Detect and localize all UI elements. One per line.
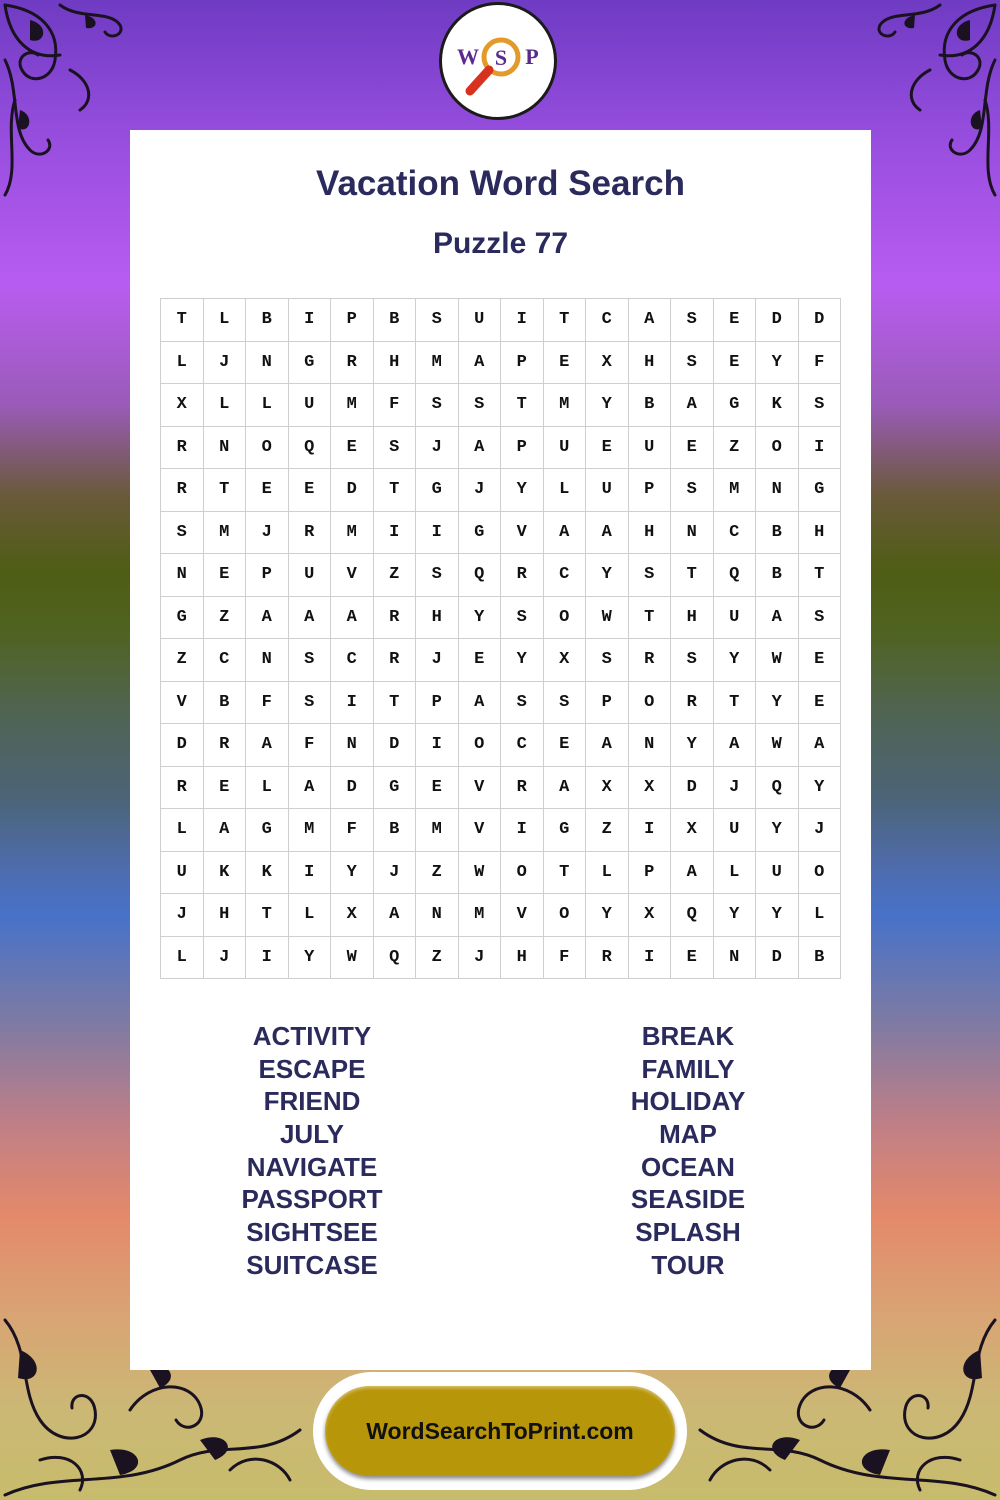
puzzle-number: Puzzle 77 xyxy=(432,227,569,260)
grid-cell[interactable]: F xyxy=(544,937,587,980)
grid-cell[interactable]: S xyxy=(671,342,714,385)
grid-cell[interactable]: N xyxy=(204,427,247,470)
grid-cell[interactable]: P xyxy=(501,427,544,470)
grid-cell[interactable]: E xyxy=(416,767,459,810)
grid-cell[interactable]: T xyxy=(544,852,587,895)
grid-cell[interactable]: X xyxy=(161,384,204,427)
corner-ornament-top-right xyxy=(870,0,1000,200)
word-list-right-column xyxy=(558,1020,818,1282)
grid-cell[interactable]: R xyxy=(289,512,332,555)
grid-cell[interactable]: N xyxy=(671,512,714,555)
grid-cell[interactable]: I xyxy=(416,512,459,555)
page-title: Vacation Word Search xyxy=(316,164,685,203)
grid-cell[interactable]: N xyxy=(714,937,757,980)
grid-cell[interactable]: T xyxy=(204,469,247,512)
grid-cell[interactable]: M xyxy=(544,384,587,427)
grid-cell[interactable]: T xyxy=(374,469,417,512)
grid-cell[interactable]: K xyxy=(246,852,289,895)
grid-cell[interactable]: J xyxy=(459,469,502,512)
grid-cell[interactable]: T xyxy=(501,384,544,427)
grid-cell[interactable]: U xyxy=(459,299,502,342)
grid-cell[interactable]: S xyxy=(671,639,714,682)
grid-cell[interactable]: D xyxy=(671,767,714,810)
grid-cell[interactable]: E xyxy=(671,937,714,980)
grid-cell[interactable]: E xyxy=(544,724,587,767)
grid-cell[interactable]: V xyxy=(459,767,502,810)
grid-cell[interactable]: Y xyxy=(586,384,629,427)
grid-cell[interactable]: L xyxy=(289,894,332,937)
grid-cell[interactable]: Y xyxy=(756,682,799,725)
grid-cell[interactable]: D xyxy=(161,724,204,767)
grid-cell[interactable]: S xyxy=(416,299,459,342)
grid-cell[interactable]: S xyxy=(416,384,459,427)
grid-cell[interactable]: A xyxy=(586,512,629,555)
grid-cell[interactable]: X xyxy=(586,342,629,385)
grid-cell[interactable]: H xyxy=(501,937,544,980)
grid-cell[interactable]: S xyxy=(671,469,714,512)
grid-cell[interactable]: Y xyxy=(756,809,799,852)
grid-cell[interactable]: L xyxy=(204,299,247,342)
word-list-item: JULY xyxy=(279,1119,345,1150)
grid-cell[interactable]: G xyxy=(459,512,502,555)
grid-cell[interactable]: Y xyxy=(586,554,629,597)
grid-cell[interactable]: O xyxy=(501,852,544,895)
word-list-item: BREAK xyxy=(641,1021,735,1051)
grid-cell[interactable]: Y xyxy=(756,894,799,937)
grid-cell[interactable]: Z xyxy=(204,597,247,640)
grid-cell[interactable]: S xyxy=(289,639,332,682)
grid-cell[interactable]: L xyxy=(161,342,204,385)
grid-cell[interactable]: A xyxy=(204,809,247,852)
grid-cell[interactable]: L xyxy=(799,894,842,937)
grid-cell[interactable]: V xyxy=(501,894,544,937)
grid-cell[interactable]: Y xyxy=(586,894,629,937)
grid-cell[interactable]: M xyxy=(714,469,757,512)
grid-cell[interactable]: A xyxy=(671,852,714,895)
grid-cell[interactable]: O xyxy=(629,682,672,725)
grid-cell[interactable]: Z xyxy=(374,554,417,597)
grid-cell[interactable]: T xyxy=(714,682,757,725)
grid-cell[interactable]: U xyxy=(544,427,587,470)
grid-cell[interactable]: P xyxy=(629,852,672,895)
grid-cell[interactable]: F xyxy=(289,724,332,767)
grid-cell[interactable]: N xyxy=(246,342,289,385)
grid-cell[interactable]: B xyxy=(629,384,672,427)
grid-cell[interactable]: S xyxy=(544,682,587,725)
grid-cell[interactable]: R xyxy=(501,554,544,597)
grid-cell[interactable]: G xyxy=(799,469,842,512)
word-list-item: ACTIVITY xyxy=(252,1021,372,1051)
grid-cell[interactable]: T xyxy=(374,682,417,725)
grid-cell[interactable]: Q xyxy=(289,427,332,470)
grid-cell[interactable]: J xyxy=(204,342,247,385)
grid-cell[interactable]: B xyxy=(756,554,799,597)
magnifier-icon xyxy=(446,9,550,113)
grid-cell[interactable]: A xyxy=(289,597,332,640)
grid-cell[interactable]: V xyxy=(161,682,204,725)
grid-cell[interactable]: E xyxy=(204,767,247,810)
grid-cell[interactable]: F xyxy=(799,342,842,385)
grid-cell[interactable]: R xyxy=(374,597,417,640)
grid-cell[interactable]: E xyxy=(671,427,714,470)
grid-cell[interactable]: X xyxy=(586,767,629,810)
grid-cell[interactable]: M xyxy=(416,809,459,852)
grid-cell[interactable]: M xyxy=(289,809,332,852)
grid-cell[interactable]: A xyxy=(671,384,714,427)
grid-cell[interactable]: I xyxy=(289,852,332,895)
grid-cell[interactable]: H xyxy=(799,512,842,555)
grid-cell[interactable]: S xyxy=(459,384,502,427)
grid-cell[interactable]: L xyxy=(586,852,629,895)
grid-cell[interactable]: E xyxy=(289,469,332,512)
grid-cell[interactable]: Z xyxy=(714,427,757,470)
site-link-text: WordSearchToPrint.com xyxy=(366,1417,634,1444)
grid-cell[interactable]: Y xyxy=(459,597,502,640)
grid-cell[interactable]: R xyxy=(629,639,672,682)
grid-cell[interactable]: I xyxy=(629,809,672,852)
grid-cell[interactable]: O xyxy=(544,894,587,937)
grid-cell[interactable]: S xyxy=(586,639,629,682)
grid-cell[interactable]: B xyxy=(246,299,289,342)
word-list-item: PASSPORT xyxy=(241,1184,383,1215)
grid-cell[interactable]: R xyxy=(501,767,544,810)
grid-cell[interactable]: B xyxy=(374,809,417,852)
grid-cell[interactable]: B xyxy=(374,299,417,342)
grid-cell[interactable]: J xyxy=(161,894,204,937)
grid-cell[interactable]: E xyxy=(714,299,757,342)
grid-cell[interactable]: Y xyxy=(714,639,757,682)
grid-cell[interactable]: U xyxy=(714,597,757,640)
grid-cell[interactable]: A xyxy=(629,299,672,342)
grid-cell[interactable]: A xyxy=(246,597,289,640)
logo-letter-p: P xyxy=(525,44,539,69)
grid-cell[interactable]: W xyxy=(756,724,799,767)
grid-cell[interactable]: L xyxy=(161,937,204,980)
grid-cell[interactable]: U xyxy=(629,427,672,470)
grid-cell[interactable]: P xyxy=(501,342,544,385)
grid-cell[interactable]: B xyxy=(204,682,247,725)
grid-cell[interactable]: J xyxy=(799,809,842,852)
word-list-item: SUITCASE xyxy=(246,1249,378,1280)
grid-cell[interactable]: P xyxy=(586,682,629,725)
grid-cell[interactable]: W xyxy=(459,852,502,895)
grid-cell[interactable]: I xyxy=(289,299,332,342)
word-list-item: SIGHTSEE xyxy=(246,1217,378,1248)
grid-cell[interactable]: U xyxy=(756,852,799,895)
grid-cell[interactable]: L xyxy=(204,384,247,427)
grid-cell[interactable]: Q xyxy=(756,767,799,810)
grid-cell[interactable]: C xyxy=(501,724,544,767)
grid-cell[interactable]: K xyxy=(204,852,247,895)
grid-cell[interactable]: Z xyxy=(161,639,204,682)
grid-cell[interactable]: E xyxy=(586,427,629,470)
grid-cell[interactable]: J xyxy=(416,639,459,682)
grid-cell[interactable]: A xyxy=(459,682,502,725)
grid-cell[interactable]: M xyxy=(331,512,374,555)
grid-cell[interactable]: F xyxy=(374,384,417,427)
grid-cell[interactable]: E xyxy=(714,342,757,385)
grid-cell[interactable]: S xyxy=(416,554,459,597)
grid-cell[interactable]: H xyxy=(204,894,247,937)
word-list-left-column xyxy=(182,1020,442,1282)
grid-cell[interactable]: C xyxy=(586,299,629,342)
grid-cell[interactable]: J xyxy=(416,427,459,470)
grid-cell[interactable]: S xyxy=(289,682,332,725)
grid-cell[interactable]: Y xyxy=(799,767,842,810)
grid-cell[interactable]: N xyxy=(756,469,799,512)
grid-cell[interactable]: M xyxy=(331,384,374,427)
grid-cell[interactable]: W xyxy=(331,937,374,980)
grid-cell[interactable]: S xyxy=(501,682,544,725)
grid-cell[interactable]: X xyxy=(331,894,374,937)
grid-cell[interactable]: O xyxy=(799,852,842,895)
grid-cell[interactable]: O xyxy=(544,597,587,640)
grid-cell[interactable]: I xyxy=(799,427,842,470)
grid-cell[interactable]: C xyxy=(204,639,247,682)
grid-cell[interactable]: A xyxy=(374,894,417,937)
grid-cell[interactable]: Y xyxy=(756,342,799,385)
grid-cell[interactable]: D xyxy=(331,469,374,512)
word-list-item: NAVIGATE xyxy=(246,1151,378,1182)
grid-cell[interactable]: A xyxy=(544,767,587,810)
footer-badge xyxy=(313,1372,687,1490)
grid-cell[interactable]: O xyxy=(756,427,799,470)
grid-cell[interactable]: L xyxy=(246,767,289,810)
grid-cell[interactable]: Y xyxy=(714,894,757,937)
grid-cell[interactable]: I xyxy=(416,724,459,767)
grid-cell[interactable]: I xyxy=(501,299,544,342)
grid-cell[interactable]: H xyxy=(416,597,459,640)
grid-cell[interactable]: F xyxy=(246,682,289,725)
grid-cell[interactable]: E xyxy=(331,427,374,470)
grid-cell[interactable]: S xyxy=(799,384,842,427)
grid-cell[interactable]: X xyxy=(671,809,714,852)
grid-cell[interactable]: L xyxy=(714,852,757,895)
grid-cell[interactable]: A xyxy=(586,724,629,767)
logo-letter-w: W xyxy=(457,44,479,69)
grid-cell[interactable]: M xyxy=(459,894,502,937)
grid-cell[interactable]: R xyxy=(204,724,247,767)
grid-cell[interactable]: U xyxy=(289,554,332,597)
grid-cell[interactable]: T xyxy=(799,554,842,597)
grid-cell[interactable]: H xyxy=(671,597,714,640)
grid-cell[interactable]: I xyxy=(331,682,374,725)
grid-cell[interactable]: G xyxy=(544,809,587,852)
grid-cell[interactable]: R xyxy=(161,427,204,470)
grid-cell[interactable]: E xyxy=(799,682,842,725)
grid-cell[interactable]: Y xyxy=(289,937,332,980)
letter-grid[interactable] xyxy=(160,298,841,979)
grid-cell[interactable]: B xyxy=(756,512,799,555)
grid-cell[interactable]: L xyxy=(246,384,289,427)
grid-cell[interactable]: M xyxy=(416,342,459,385)
grid-cell[interactable]: P xyxy=(629,469,672,512)
grid-cell[interactable]: Q xyxy=(671,894,714,937)
grid-cell[interactable]: C xyxy=(331,639,374,682)
grid-cell[interactable]: S xyxy=(374,427,417,470)
grid-cell[interactable]: H xyxy=(629,342,672,385)
grid-cell[interactable]: K xyxy=(756,384,799,427)
grid-cell[interactable]: T xyxy=(246,894,289,937)
word-list-item: SEASIDE xyxy=(630,1184,746,1215)
grid-cell[interactable]: J xyxy=(374,852,417,895)
grid-cell[interactable]: M xyxy=(204,512,247,555)
grid-cell[interactable]: X xyxy=(629,767,672,810)
grid-cell[interactable]: L xyxy=(544,469,587,512)
grid-cell[interactable]: R xyxy=(374,639,417,682)
grid-cell[interactable]: A xyxy=(459,427,502,470)
grid-cell[interactable]: A xyxy=(544,512,587,555)
grid-cell[interactable]: Y xyxy=(331,852,374,895)
site-logo[interactable] xyxy=(439,2,557,120)
grid-cell[interactable]: N xyxy=(331,724,374,767)
corner-ornament-top-left xyxy=(0,0,130,200)
grid-cell[interactable]: I xyxy=(501,809,544,852)
grid-cell[interactable]: W xyxy=(756,639,799,682)
puzzle-card xyxy=(130,130,871,1370)
word-list-item: MAP xyxy=(659,1119,717,1150)
grid-cell[interactable]: V xyxy=(331,554,374,597)
grid-cell[interactable]: D xyxy=(374,724,417,767)
grid-cell[interactable]: F xyxy=(331,809,374,852)
grid-cell[interactable]: Q xyxy=(459,554,502,597)
word-list-item: FRIEND xyxy=(263,1086,361,1117)
word-list-item: HOLIDAY xyxy=(630,1086,746,1117)
grid-cell[interactable]: S xyxy=(671,299,714,342)
grid-cell[interactable]: Z xyxy=(416,852,459,895)
grid-cell[interactable]: V xyxy=(501,512,544,555)
grid-cell[interactable]: T xyxy=(671,554,714,597)
grid-cell[interactable]: P xyxy=(246,554,289,597)
grid-cell[interactable]: R xyxy=(161,469,204,512)
grid-cell[interactable]: E xyxy=(544,342,587,385)
grid-cell[interactable]: H xyxy=(374,342,417,385)
word-list-item: ESCAPE xyxy=(258,1053,366,1084)
grid-cell[interactable]: T xyxy=(544,299,587,342)
word-list-item: SPLASH xyxy=(635,1217,741,1248)
grid-cell[interactable]: W xyxy=(586,597,629,640)
grid-cell[interactable]: A xyxy=(714,724,757,767)
grid-cell[interactable]: A xyxy=(756,597,799,640)
grid-cell[interactable]: D xyxy=(756,299,799,342)
grid-cell[interactable]: R xyxy=(671,682,714,725)
grid-cell[interactable]: E xyxy=(246,469,289,512)
grid-cell[interactable]: J xyxy=(714,767,757,810)
grid-cell[interactable]: G xyxy=(246,809,289,852)
grid-cell[interactable]: I xyxy=(629,937,672,980)
grid-cell[interactable]: C xyxy=(714,512,757,555)
grid-cell[interactable]: N xyxy=(161,554,204,597)
grid-cell[interactable]: P xyxy=(331,299,374,342)
word-list-item: TOUR xyxy=(651,1249,725,1280)
grid-cell[interactable]: N xyxy=(629,724,672,767)
grid-cell[interactable]: A xyxy=(799,724,842,767)
grid-cell[interactable]: B xyxy=(799,937,842,980)
grid-cell[interactable]: R xyxy=(161,767,204,810)
grid-cell[interactable]: J xyxy=(204,937,247,980)
grid-cell[interactable]: G xyxy=(374,767,417,810)
grid-cell[interactable]: S xyxy=(161,512,204,555)
grid-cell[interactable]: J xyxy=(459,937,502,980)
grid-cell[interactable]: I xyxy=(374,512,417,555)
grid-cell[interactable]: E xyxy=(459,639,502,682)
grid-cell[interactable]: Y xyxy=(501,469,544,512)
grid-cell[interactable]: U xyxy=(161,852,204,895)
grid-cell[interactable]: U xyxy=(586,469,629,512)
grid-cell[interactable]: P xyxy=(416,682,459,725)
grid-cell[interactable]: Y xyxy=(501,639,544,682)
grid-cell[interactable]: T xyxy=(161,299,204,342)
grid-cell[interactable]: N xyxy=(416,894,459,937)
grid-cell[interactable]: G xyxy=(416,469,459,512)
grid-cell[interactable]: D xyxy=(331,767,374,810)
grid-cell[interactable]: U xyxy=(714,809,757,852)
grid-cell[interactable]: H xyxy=(629,512,672,555)
grid-cell[interactable]: J xyxy=(246,512,289,555)
grid-cell[interactable]: N xyxy=(246,639,289,682)
grid-cell[interactable]: C xyxy=(544,554,587,597)
grid-cell[interactable]: Z xyxy=(416,937,459,980)
grid-cell[interactable]: X xyxy=(544,639,587,682)
grid-cell[interactable]: O xyxy=(459,724,502,767)
grid-cell[interactable]: R xyxy=(586,937,629,980)
grid-cell[interactable]: E xyxy=(799,639,842,682)
word-list-item: OCEAN xyxy=(641,1151,735,1182)
grid-cell[interactable]: G xyxy=(289,342,332,385)
grid-cell[interactable]: G xyxy=(714,384,757,427)
grid-cell[interactable]: S xyxy=(501,597,544,640)
grid-cell[interactable]: I xyxy=(246,937,289,980)
word-list-item: FAMILY xyxy=(641,1053,735,1084)
logo-letter-s: S xyxy=(494,45,508,70)
grid-cell[interactable]: A xyxy=(331,597,374,640)
grid-cell[interactable]: D xyxy=(799,299,842,342)
grid-cell[interactable]: G xyxy=(161,597,204,640)
grid-cell[interactable]: T xyxy=(629,597,672,640)
grid-cell[interactable]: Q xyxy=(374,937,417,980)
site-link-button[interactable] xyxy=(325,1386,675,1476)
grid-cell[interactable]: A xyxy=(289,767,332,810)
grid-cell[interactable]: O xyxy=(246,427,289,470)
grid-cell[interactable]: S xyxy=(799,597,842,640)
grid-cell[interactable]: Z xyxy=(586,809,629,852)
grid-cell[interactable]: A xyxy=(246,724,289,767)
grid-cell[interactable]: A xyxy=(459,342,502,385)
grid-cell[interactable]: V xyxy=(459,809,502,852)
grid-cell[interactable]: S xyxy=(629,554,672,597)
grid-cell[interactable]: R xyxy=(331,342,374,385)
grid-cell[interactable]: Q xyxy=(714,554,757,597)
grid-cell[interactable]: X xyxy=(629,894,672,937)
grid-cell[interactable]: E xyxy=(204,554,247,597)
grid-cell[interactable]: L xyxy=(161,809,204,852)
grid-cell[interactable]: D xyxy=(756,937,799,980)
grid-cell[interactable]: Y xyxy=(671,724,714,767)
grid-cell[interactable]: U xyxy=(289,384,332,427)
